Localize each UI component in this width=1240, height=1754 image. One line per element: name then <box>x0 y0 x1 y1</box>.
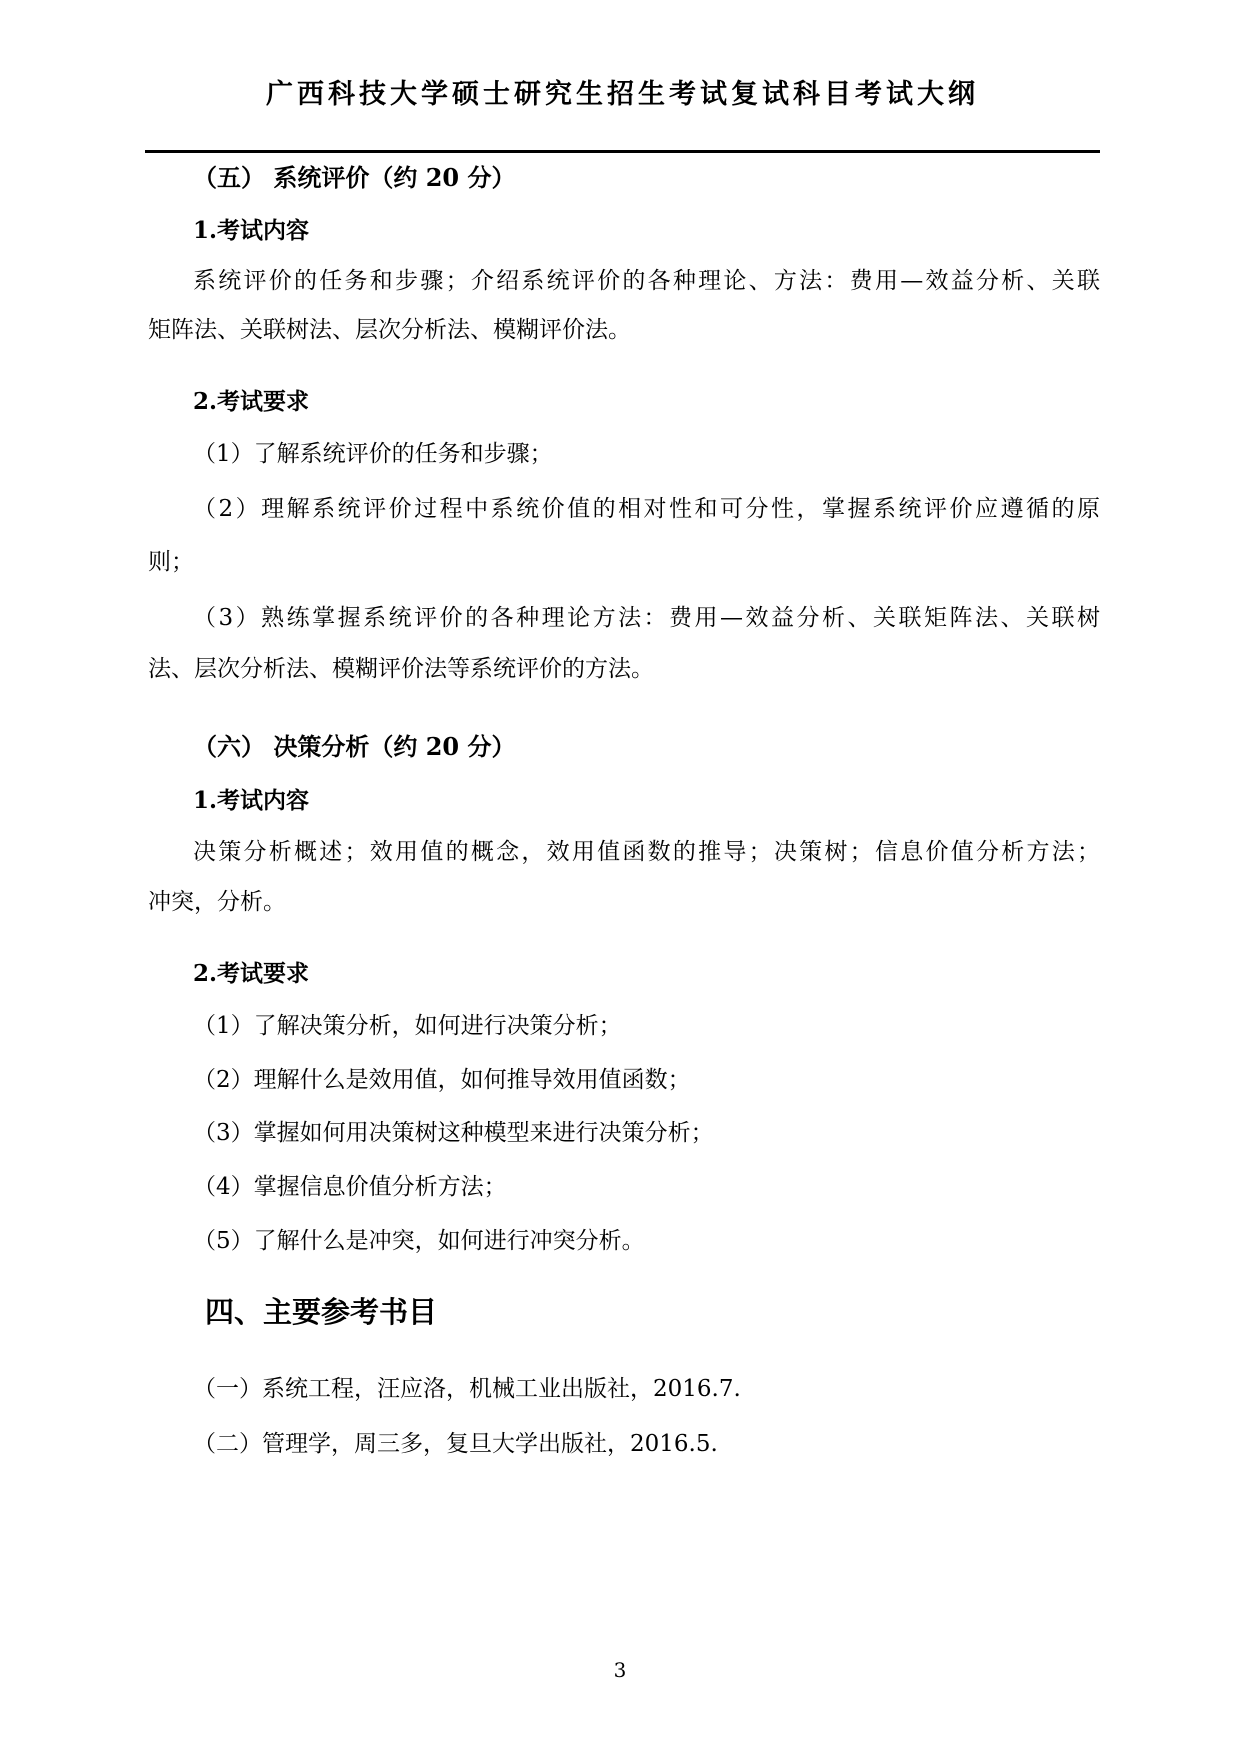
section-5-title: （五） 系统评价（约 20 分） <box>193 163 516 192</box>
section-6-content-heading: 1.考试内容 <box>193 787 310 814</box>
section-5-content-line-2: 矩阵法、关联树法、层次分析法、模糊评价法。 <box>148 317 631 343</box>
reference-1: （一）系统工程，汪应洛，机械工业出版社，2016.7. <box>193 1376 741 1402</box>
section-6-title: （六） 决策分析（约 20 分） <box>193 732 516 761</box>
section-6-requirement-5: （5）了解什么是冲突，如何进行冲突分析。 <box>193 1228 645 1254</box>
section-6-requirement-1: （1）了解决策分析，如何进行决策分析； <box>193 1013 622 1039</box>
section-5-requirement-2-line-2: 则； <box>148 549 194 575</box>
section-5-content-line-1: 系统评价的任务和步骤；介绍系统评价的各种理论、方法：费用—效益分析、关联 <box>193 268 1100 294</box>
section-5-requirement-2-line-1: （2）理解系统评价过程中系统价值的相对性和可分性，掌握系统评价应遵循的原 <box>193 496 1100 522</box>
section-5-requirements-heading: 2.考试要求 <box>193 388 310 415</box>
section-6-requirement-3: （3）掌握如何用决策树这种模型来进行决策分析； <box>193 1120 714 1146</box>
section-6-requirements-heading: 2.考试要求 <box>193 960 310 987</box>
section-5-requirement-3-line-1: （3）熟练掌握系统评价的各种理论方法：费用—效益分析、关联矩阵法、关联树 <box>193 605 1100 631</box>
section-6-requirement-2: （2）理解什么是效用值，如何推导效用值函数； <box>193 1067 691 1093</box>
section-5-content-heading: 1.考试内容 <box>193 217 310 244</box>
section-6-content-line-2: 冲突，分析。 <box>148 889 286 915</box>
section-5-requirement-1: （1）了解系统评价的任务和步骤； <box>193 441 553 467</box>
section-6-content-line-1: 决策分析概述；效用值的概念，效用值函数的推导；决策树；信息价值分析方法； <box>193 839 1100 865</box>
header-divider <box>145 150 1100 153</box>
section-5-requirement-3-line-2: 法、层次分析法、模糊评价法等系统评价的方法。 <box>148 656 654 682</box>
reference-2: （二）管理学，周三多，复旦大学出版社，2016.5. <box>193 1431 718 1457</box>
page-number: 3 <box>613 1658 627 1682</box>
references-title: 四、主要参考书目 <box>205 1295 438 1329</box>
section-6-requirement-4: （4）掌握信息价值分析方法； <box>193 1174 507 1200</box>
page-header-title: 广西科技大学硕士研究生招生考试复试科目考试大纲 <box>266 79 979 110</box>
